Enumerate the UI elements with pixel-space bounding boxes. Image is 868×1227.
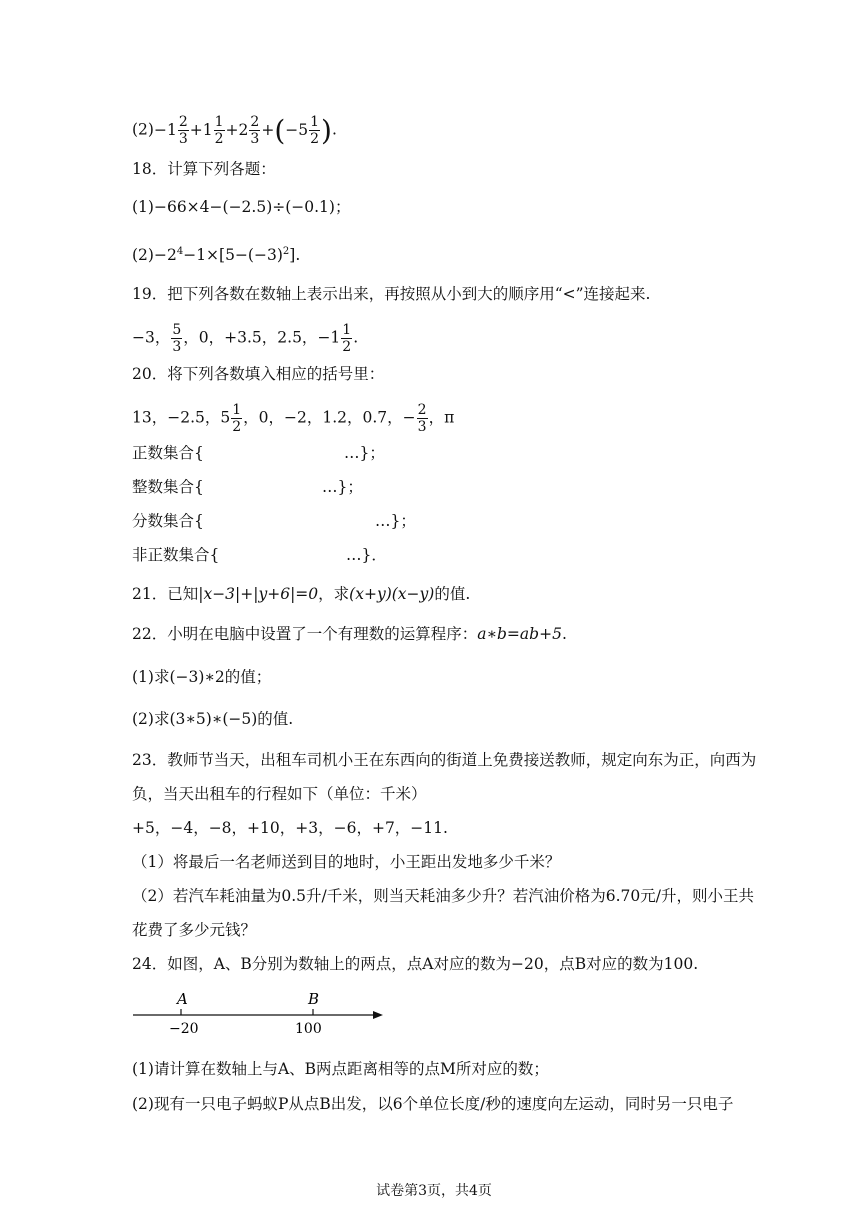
q21-text-b: ，求	[318, 585, 350, 603]
q21	[132, 584, 470, 604]
q22-rule: a∗b=ab+5	[477, 625, 562, 643]
q17-part2	[132, 114, 337, 147]
set-nonpositive-end: …}．	[346, 546, 387, 564]
q24-part2: (2)现有一只电子蚂蚁P从点B出发，以6个单位长度/秒的速度向左运动，同时另一只电子	[132, 1095, 734, 1113]
q24-title: 24．如图，A、B分别为数轴上的两点，点A对应的数为−20，点B对应的数为100.	[132, 955, 699, 973]
q20-list-a: 13，−2.5，5	[132, 408, 231, 427]
set-nonpositive-label: 非正数集合{	[132, 546, 220, 564]
q20-list-b: ，0，−2，1.2，0.7，−	[243, 408, 416, 427]
point-b-value: 100	[295, 1021, 322, 1037]
q20-frac2: $\frac{2}{3}$	[417, 402, 427, 435]
q22-part1: (1)求(−3)∗2的值；	[132, 668, 272, 686]
q21-expr: |x−3|+|y+6|=0	[198, 585, 319, 603]
page-footer: 试卷第3页，共4页	[376, 1183, 492, 1199]
q18-part2	[132, 242, 300, 265]
set-integer	[132, 477, 363, 497]
set-fraction-end: …}；	[375, 512, 416, 530]
q18-p2-exp: 4	[176, 246, 184, 257]
q22-title-a: 22．小明在电脑中设置了一个有理数的运算程序：	[132, 625, 478, 643]
set-fraction-label: 分数集合{	[132, 512, 204, 530]
q18-p2-b: −1×[5−(−3)	[183, 246, 283, 265]
point-a-label: A	[177, 990, 188, 1008]
q23-part1: （1）将最后一名老师送到目的地时，小王距出发地多少千米？	[132, 853, 561, 871]
q20-list-c: ，π	[428, 408, 455, 427]
q19-numbers	[132, 322, 358, 355]
set-nonpositive	[132, 545, 387, 565]
point-b-label: B	[308, 990, 320, 1008]
set-integer-label: 整数集合{	[132, 478, 204, 496]
q22-part2: (2)求(3∗5)∗(−5)的值.	[132, 710, 294, 728]
set-positive	[132, 443, 385, 463]
q17-end: .	[331, 120, 337, 139]
set-positive-end: …}；	[344, 444, 385, 462]
q19-end: .	[353, 328, 359, 347]
q18-p2-exp2: 2	[282, 246, 290, 257]
q20-numbers	[132, 402, 454, 435]
q24-number-line	[125, 988, 395, 1038]
number-line-arrow	[373, 1011, 383, 1019]
q18-p2-a: −2	[153, 246, 177, 265]
q18-p2-c: ].	[289, 246, 301, 265]
q19-title: 19．把下列各数在数轴上表示出来，再按照从小到大的顺序用“<”连接起来.	[132, 285, 651, 303]
point-a-value: −20	[169, 1021, 199, 1037]
q18-p1-label: (1)	[132, 198, 154, 216]
q19-frac1: $\frac{5}{3}$	[172, 322, 182, 355]
q19-frac2: $\frac{1}{2}$	[342, 322, 352, 355]
q23-data: +5，−4，−8，+10，+3，−6，+7，−11.	[132, 819, 448, 837]
q23-line2: 负，当天出租车的行程如下（单位：千米）	[132, 785, 427, 803]
q19-rest: ，0，+3.5，2.5，	[183, 328, 318, 347]
q23-part2b: 花费了多少元钱？	[132, 921, 257, 939]
q18-part1	[132, 197, 350, 217]
q24-part1: (1)请计算在数轴上与A、B两点距离相等的点M所对应的数；	[132, 1060, 549, 1078]
set-integer-end: …}；	[322, 478, 363, 496]
q20-title: 20．将下列各数填入相应的括号里：	[132, 365, 385, 383]
q18-p2-label: (2)	[132, 246, 154, 265]
q23-line1: 23．教师节当天，出租车司机小王在东西向的街道上免费接送教师，规定向东为正，向西为	[132, 751, 757, 769]
set-positive-label: 正数集合{	[132, 444, 204, 462]
q17-part2-label: (2)	[132, 120, 154, 139]
q18-title: 18．计算下列各题：	[132, 160, 276, 178]
q21-text-a: 21．已知	[132, 585, 199, 603]
q21-text-c: 的值.	[434, 585, 471, 603]
set-fraction	[132, 511, 416, 531]
q22-title	[132, 624, 567, 644]
q22-title-end: .	[561, 625, 567, 643]
q21-expr2: (x+y)(x−y)	[349, 585, 435, 603]
q20-frac1: $\frac{1}{2}$	[232, 402, 242, 435]
q18-p1-expr: −66×4−(−2.5)÷(−0.1)；	[153, 198, 351, 216]
q19-n1: −3，	[132, 328, 171, 347]
q17-expr: −1 $\frac{2}{3}$ +1 $\frac{1}{2}$ +2 $\frac{2}{3}$ +(−5 $\frac{1}{2}$ )	[153, 113, 332, 147]
q23-part2a: （2）若汽车耗油量为0.5升/千米，则当天耗油多少升？若汽油价格为6.70元/升，则小王共	[132, 887, 754, 905]
q19-mixed: −1	[317, 328, 341, 347]
